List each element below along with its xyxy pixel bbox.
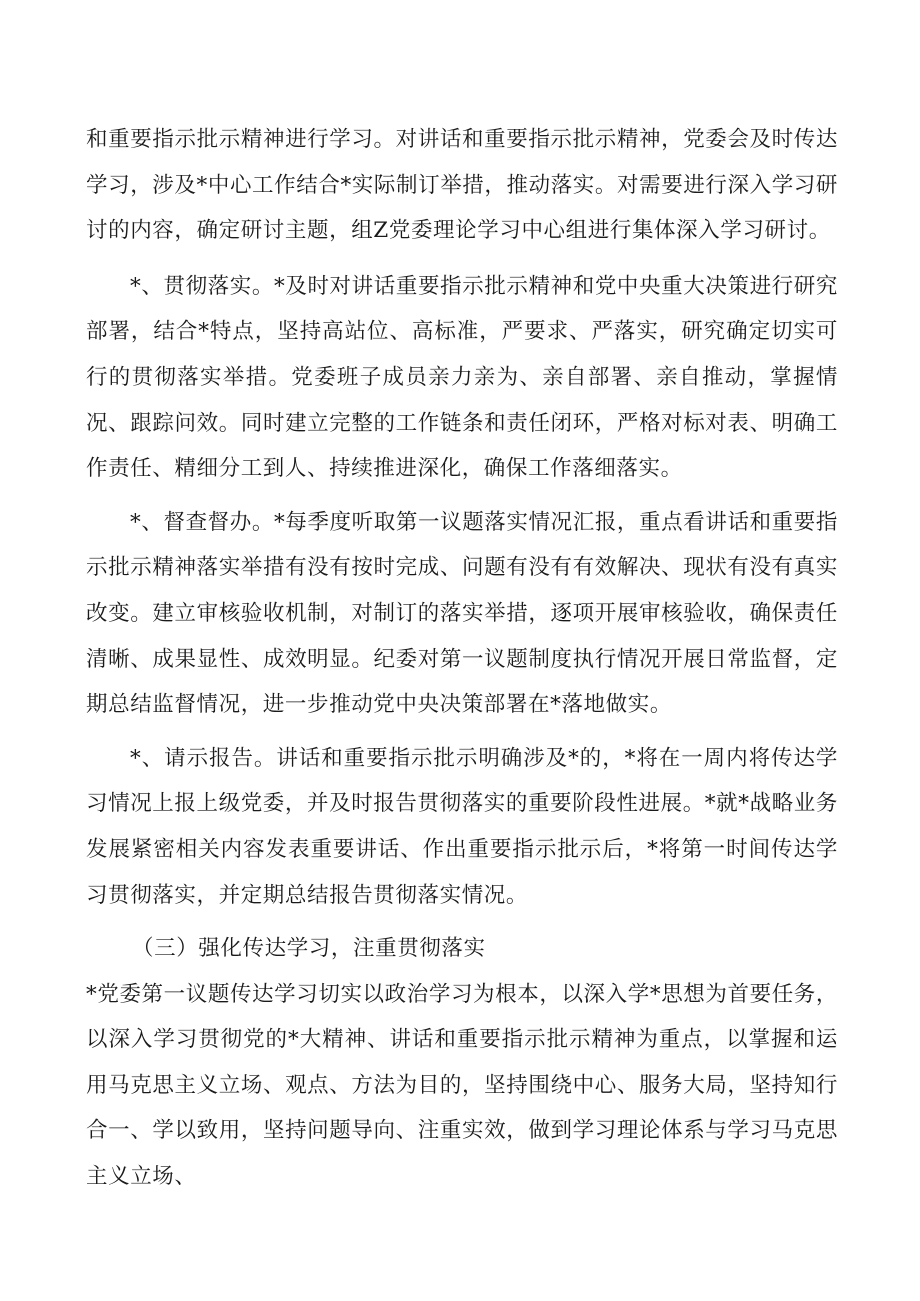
paragraph-supervision: *、督查督办。*每季度听取第一议题落实情况汇报，重点看讲话和重要指示批示精神落实举措有没有按时完成、问题有没有有效解决、现状有没有真实改变。建立审核验收机制，对制订的落实举措，逐项开展审核验收，确保责任清晰、成果显性、成效明显。纪委对第一议题制度执行情况开展日常监督，定期总结监督情况，进一步推动党中央决策部署在*落地做实。	[86, 509, 838, 718]
document-body	[86, 117, 838, 1200]
paragraph-1: 和重要指示批示精神进行学习。对讲话和重要指示批示精神，党委会及时传达学习，涉及*中心工作结合*实际制订举措，推动落实。对需要进行深入学习研讨的内容，确定研讨主题，组Z党委理论学习中心组进行集体深入学习研讨。	[86, 127, 839, 244]
section-heading: （三）强化传达学习，注重贯彻落实	[132, 936, 486, 962]
paragraph-final: *党委第一议题传达学习切实以政治学习为根本，以深入学*思想为首要任务，以深入学习贯彻党的*大精神、讲话和重要指示批示精神为重点，以掌握和运用马克思主义立场、观点、方法为目的，坚持围绕中心、服务大局，坚持知行合一、学以致用，坚持问题导向、注重实效，做到学习理论体系与学习马克思主义立场、	[86, 981, 839, 1190]
paragraph-reporting: *、请示报告。讲话和重要指示批示明确涉及*的，*将在一周内将传达学习情况上报上级党委，并及时报告贯彻落实的重要阶段性进展。*就*战略业务发展紧密相关内容发表重要讲话、作出重要指示批示后，*将第一时间传达学习贯彻落实，并定期总结报告贯彻落实情况。	[86, 745, 839, 908]
paragraph-implementation: *、贯彻落实。*及时对讲话重要指示批示精神和党中央重大决策进行研究部署，结合*特点，坚持高站位、高标准，严要求、严落实，研究确定切实可行的贯彻落实举措。党委班子成员亲力亲为、亲自部署、亲自推动，掌握情况、跟踪问效。同时建立完整的工作链条和责任闭环，严格对标对表、明确工作责任、精细分工到人、持续推进深化，确保工作落细落实。	[86, 273, 838, 482]
